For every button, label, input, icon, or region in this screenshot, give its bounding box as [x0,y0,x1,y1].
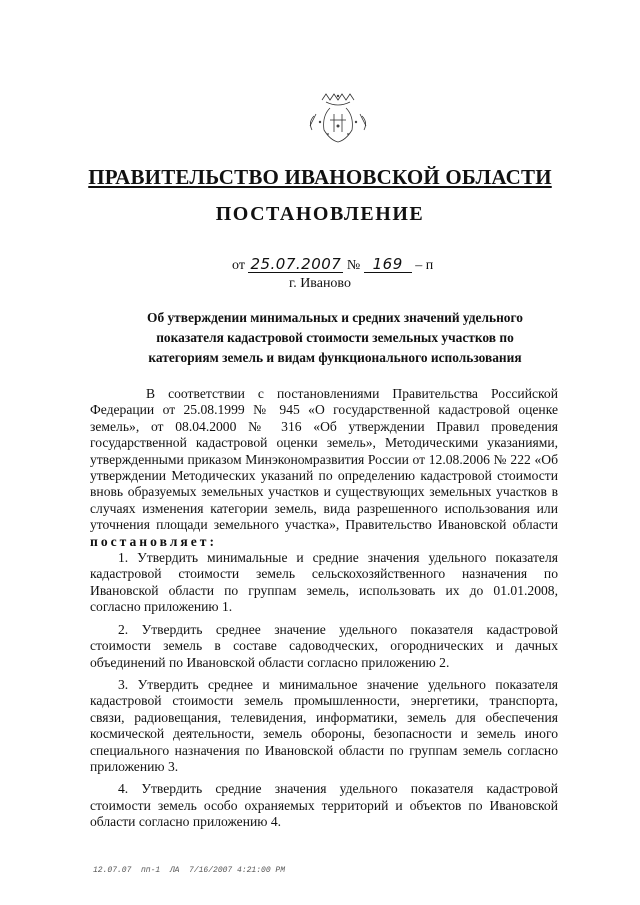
footer-stamp: 12.07.07 пп-1 ЛА 7/16/2007 4:21:00 PM [93,866,286,875]
resolves-word: постановляет: [90,533,217,549]
document-subject: Об утверждении минимальных и средних значений удельного показателя кадастровой стоимости земельных участков по категориям земель и видам функционального использования [147,310,523,365]
number-suffix: – п [415,258,434,273]
handwritten-date: 25.07.2007 [250,255,342,273]
government-title: ПРАВИТЕЛЬСТВО ИВАНОВСКОЙ ОБЛАСТИ [88,165,552,189]
number-sign: № [346,258,361,273]
document-body [90,386,558,831]
list-item: 4. Утвердить средние значения удельного показателя кадастровой стоимости земель особо охраняемых территорий и объектов по Ивановской области согласно приложению 4. [90,781,558,830]
handwritten-number: 169 [364,257,412,273]
preamble-paragraph [90,386,558,550]
list-item: 3. Утвердить среднее и минимальное значение удельного показателя кадастровой стоимости земель промышленности, энергетики, транспорта, связи, радиовещания, телевидения, информатики, земель для обеспечения космической деятельности, земель обороны, безопасности и земель иного специального назначения по Ивановской области по группам земель согласно приложению 3. [90,676,558,774]
city: г. Иваново [289,276,351,291]
coat-of-arms-icon [300,86,376,146]
list-item: 1. Утвердить минимальные и средние значения удельного показателя кадастровой стоимости земель сельскохозяйственного назначения по Ивановской области по группам земель, использовать их до 01.01.2008, согласно приложению 1. [90,550,558,615]
preamble-text: В соответствии с постановлениями Правительства Российской Федерации от 25.08.1999 № 945 «О государственной кадастровой оценке земель», от 08.04.2000 № 316 «Об утверждении Правил проведения государственной кадастровой оценки земель», Методическими указаниями, утвержденными приказом Минэкономразвития России от 12.08.2006 № 222 «Об утверждении Методических указаний по определению кадастровой стоимости вновь образуемых земельных участков и существующих земельных участков в случаях изменения категории земель, вида разрешенного использования или уточнения площади земельного участка», Правительство Ивановской области [90,386,558,533]
date-prefix: от [232,258,245,273]
list-item: 2. Утвердить среднее значение удельного показателя кадастровой стоимости земель в составе садоводческих, огороднических и дачных объединений по Ивановской области согласно приложению 2. [90,621,558,670]
date-number-line [232,257,433,274]
document-type: ПОСТАНОВЛЕНИЕ [215,203,425,225]
